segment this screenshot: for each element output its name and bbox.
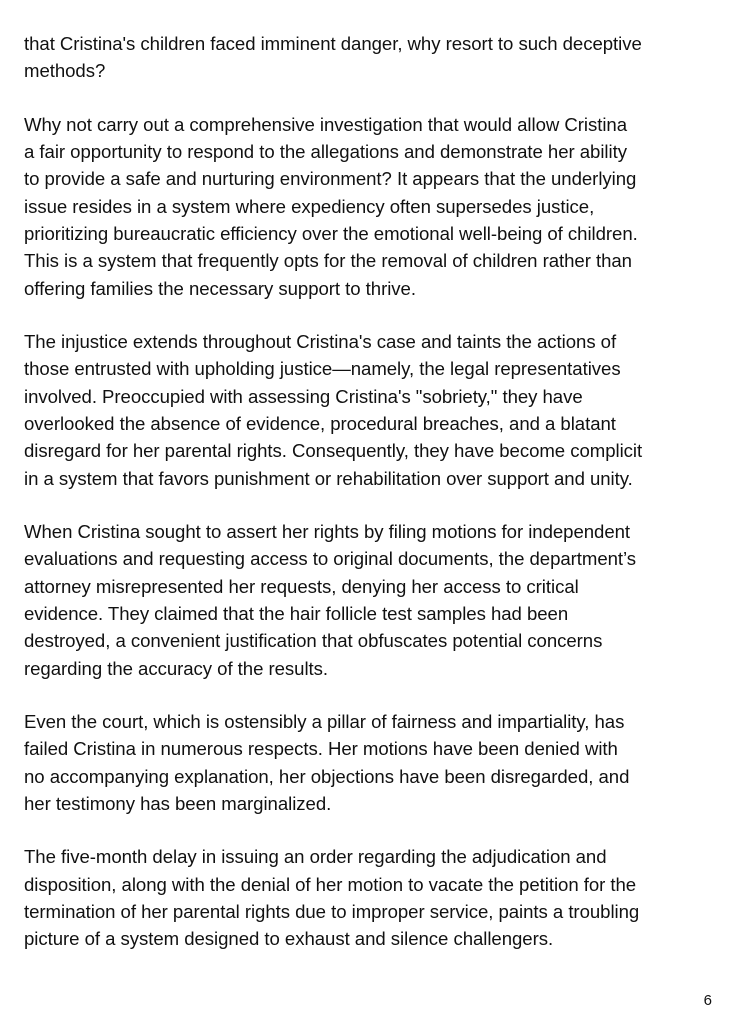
paragraph-spacer: [24, 817, 714, 843]
paragraph-spacer: [24, 682, 714, 708]
paragraph-6: The five-month delay in issuing an order regarding the adjudication and disposition, along with the denial of her motion to vacate the petition for the termination of her parental rights due to improper service, paints a troubling picture of a system designed to exhaust and silence challengers.: [24, 846, 640, 950]
paragraph-3: The injustice extends throughout Cristina's case and taints the actions of those entrusted with upholding justice—namely, the legal representatives involved. Preoccupied with assessing Cristina's "sobriety," they have overlooked the absence of evidence, procedural breaches, and a blatant disregard for her parental rights. Consequently, they have become complicit in a system that favors punishment or rehabilitation over support and unity.: [24, 331, 643, 489]
paragraph-5: Even the court, which is ostensibly a pillar of fairness and impartiality, has failed Cristina in numerous respects. Her motions have been denied with no accompanying explanation, her objections have been disregarded, and her testimony has been marginalized.: [24, 710, 630, 814]
paragraph-spacer: [24, 302, 714, 328]
paragraph-spacer: [24, 492, 714, 518]
paragraph-1: that Cristina's children faced imminent danger, why resort to such deceptive methods?: [24, 33, 642, 82]
paragraph-spacer: [24, 85, 714, 111]
paragraph-2: Why not carry out a comprehensive investigation that would allow Cristina a fair opportunity to respond to the allegations and demonstrate her ability to provide a safe and nurturing environment? It appears that the underlying issue resides in a system where expediency often supersedes justice, prioritizing bureaucratic efficiency over the emotional well-being of children. This is a system that frequently opts for the removal of children rather than offering families the necessary support to thrive.: [24, 113, 638, 299]
paragraph-4: When Cristina sought to assert her rights by filing motions for independent evaluations and requesting access to original documents, the department’s attorney misrepresented her requests, denying her access to critical evidence. They claimed that the hair follicle test samples had been destroyed, a convenient justification that obfuscates potential concerns regarding the accuracy of the results.: [24, 521, 637, 679]
document-body: [24, 30, 714, 953]
page-number: 6: [703, 992, 712, 1009]
